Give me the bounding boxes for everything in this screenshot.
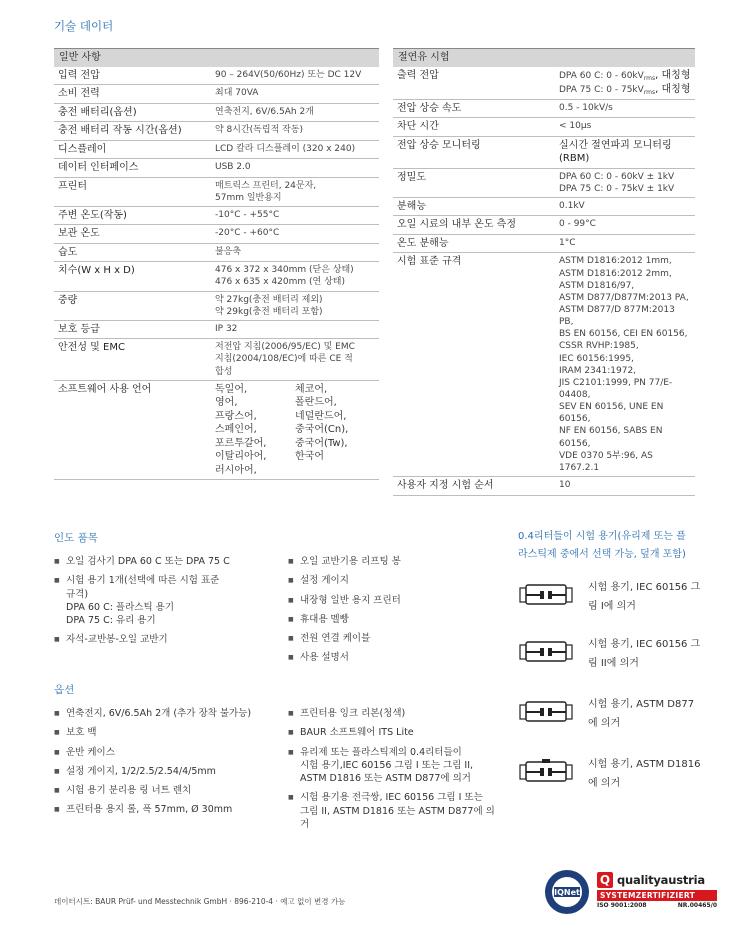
table-row [54,103,379,122]
language-item: 네덜란드어, [295,410,347,422]
language-item: 중국어(Tw), [295,437,348,449]
spec-key: 중량 [54,291,211,320]
list-item-text: 오일 검사기 DPA 60 C 또는 DPA 75 C [66,556,230,567]
spec-key: 보호 등급 [54,320,211,339]
list-item: ■ 프린터용 용지 롤, 폭 57mm, Ø 30mm [54,803,279,816]
language-item: 독일어, [215,383,248,395]
table-row [54,122,379,141]
spec-key: 디스플레이 [54,140,211,159]
table-row [393,197,695,216]
spec-key: 보관 온도 [54,225,211,244]
insulation-table-header: 절연유 시험 [393,49,695,67]
output-line-1: DPA 60 C: 0 - 60kV [559,70,644,81]
table-row [54,243,379,262]
insulation-test-table [393,48,695,496]
qa-name: qualityaustria [617,873,705,887]
table-row [393,253,695,477]
list-item: ■ 시험 용기용 전극쌍, IEC 60156 그림 I 또는 그림 II, ASTM D1816 또는 ASTM D877에 의거 [288,791,503,831]
list-item: ■ 오일 교반기용 리프팅 봉 [288,555,503,568]
list-item-text: 시험 용기 1개(선택에 따른 시험 표준 규격) [66,575,220,600]
page-title: 기술 데이터 [54,19,114,33]
spec-value: 매트릭스 프린터, 24문자, 57mm 일반용지 [211,177,379,206]
spec-key: 프린터 [54,177,211,206]
table-row [54,140,379,159]
spec-key: 오일 시료의 내부 온도 측정 [393,216,555,235]
language-item: 프랑스어, [215,410,257,422]
test-vessel-icon [518,639,574,663]
qa-certified-bar: SYSTEMZERTIFIZIERT [597,890,717,901]
list-sub-item: DPA 75 C: 유리 용기 [66,615,156,627]
spec-value: 연축전지, 6V/6.5Ah 2개 [211,103,379,122]
list-item: ■ 휴대용 멜빵 [288,613,503,626]
spec-value: 0 - 99°C [555,216,695,235]
qa-number: NR.00465/0 [677,902,717,909]
spec-key: 충전 배터리 작동 시간(옵션) [54,122,211,141]
spec-value: 저전압 지침(2006/95/EC) 및 EMC 지침(2004/108/EC)에 따른 CE 적 합성 [211,339,379,380]
language-item: 러시아어, [215,464,257,476]
spec-key: 데이터 인터페이스 [54,159,211,178]
iqnet-label: IQNet [554,888,580,897]
vessels-title: 0.4리터들이 시험 용기(유리제 또는 플 라스틱제 중에서 선택 가능, 덮개 포함) [518,531,686,560]
output-type: , 대칭형 [655,83,691,95]
table-row [54,159,379,178]
language-item: 한국어 [295,451,324,463]
table-row [393,67,695,100]
spec-value: USB 2.0 [211,159,379,178]
spec-key: 충전 배터리(옵션) [54,103,211,122]
languages-cell [211,380,379,480]
options-title: 옵션 [54,684,75,696]
spec-value: -10°C - +55°C [211,206,379,225]
list-sub-item: DPA 60 C: 플라스틱 용기 [66,601,174,613]
spec-value: 0.5 - 10kV/s [555,99,695,118]
table-row [54,339,379,380]
footer-text: 데이터시트: BAUR Prüf- und Messtechnik GmbH · 896-210-4 · 예고 없이 변경 가능 [54,897,346,906]
spec-value: 0.1kV [555,197,695,216]
table-row [54,291,379,320]
delivery-list-2 [288,555,503,671]
list-item: ■ 설정 게이지, 1/2/2.5/2.54/4/5mm [54,765,279,778]
spec-key: 정밀도 [393,168,555,197]
spec-key: 전압 상승 속도 [393,99,555,118]
general-table-header: 일반 사항 [54,49,379,67]
test-vessel-icon [518,759,574,783]
table-row [54,320,379,339]
spec-key: 시험 표준 규격 [393,253,555,477]
qa-mark-icon: Q [597,872,613,888]
list-item: ■ 유리제 또는 플라스틱제의 0.4리터들이 시험 용기,IEC 60156 그림 I 또는 그림 II, ASTM D1816 또는 ASTM D877에 의거 [288,746,503,786]
spec-value: IP 32 [211,320,379,339]
table-row [393,234,695,253]
language-item: 포르투갈어, [215,437,267,449]
list-item: ■ 운반 케이스 [54,746,279,759]
test-vessel-icon [518,582,574,606]
spec-value: 약 27kg(충전 배터리 제외) 약 29kg(충전 배터리 포함) [211,291,379,320]
list-item: ■ 내장형 일반 용지 프린터 [288,594,503,607]
language-item: 체코어, [295,383,328,395]
language-item: 중국어(Cn), [295,424,349,436]
spec-value: 불응축 [211,243,379,262]
vessel-label: 시험 용기, IEC 60156 그 림 I에 의거 [588,582,701,612]
language-item: 이탈리아어, [215,451,267,463]
list-item: ■ 전원 연결 케이블 [288,632,503,645]
spec-key: 분해능 [393,197,555,216]
table-row [393,99,695,118]
output-line-2: DPA 75 C: 0 - 75kV [559,84,644,95]
spec-value: ASTM D1816:2012 1mm, ASTM D1816:2012 2mm, ASTM D1816/97, ASTM D877/D877M:2013 PA, ASTM D877/D 877M:2013 PB, BS EN 60156, CEI EN 60156, CSSR RVHP:1985, IEC 60156:1995, IRAM 2341:1972, JIS C2101:1999, PN 77/E-04408, SEV EN 60156, UNE EN 60156, NF EN 60156, SABS EN 60156, VDE 0370 5부:96, AS 1767.2.1 [555,253,695,477]
list-item [54,574,274,627]
table-row [54,85,379,104]
table-row [393,477,695,496]
spec-key: 온도 분해능 [393,234,555,253]
delivery-list-1 [54,555,274,653]
table-row [54,262,379,291]
spec-value: 10 [555,477,695,496]
list-item: ■ 보호 백 [54,726,279,739]
iqnet-logo [543,868,591,916]
spec-key: 소프트웨어 사용 언어 [54,380,211,480]
test-vessel-item [518,755,718,795]
spec-key: 안전성 및 EMC [54,339,211,380]
table-row [393,136,695,168]
table-row [54,380,379,480]
rms-subscript: rms [643,74,656,82]
spec-value: 실시간 절연파괴 모니터링 (RBM) [555,136,695,168]
table-row [393,216,695,235]
vessel-label: 시험 용기, ASTM D877 에 의거 [588,699,695,729]
spec-value: 약 8시간(독립적 작동) [211,122,379,141]
vessel-label: 시험 용기, IEC 60156 그 림 II에 의거 [588,639,701,669]
list-item: ■ 설정 게이지 [288,574,503,587]
options-list-2 [288,707,503,837]
list-item [54,555,274,568]
delivery-title: 인도 품목 [54,532,98,544]
spec-key: 전압 상승 모니터링 [393,136,555,168]
list-item: ■ BAUR 소프트웨어 ITS Lite [288,726,503,739]
table-row [54,206,379,225]
spec-key: 출력 전압 [393,67,555,100]
spec-value: 476 x 372 x 340mm (닫은 상태) 476 x 635 x 420mm (연 상태) [211,262,379,291]
qa-iso: ISO 9001:2008 [597,902,647,909]
rms-subscript: rms [643,88,656,96]
list-item: ■ 프린터용 잉크 리본(청색) [288,707,503,720]
list-item: ■ 시험 용기 분리용 링 너트 렌치 [54,784,279,797]
spec-key: 주변 온도(작동) [54,206,211,225]
languages-grid [215,383,375,478]
spec-value: 최대 70VA [211,85,379,104]
vessel-label: 시험 용기, ASTM D1816 에 의거 [588,759,701,789]
spec-value: 1°C [555,234,695,253]
test-vessel-icon [518,699,574,723]
spec-value: LCD 칼라 디스플레이 (320 x 240) [211,140,379,159]
spec-value: -20°C - +60°C [211,225,379,244]
test-vessel-item [518,578,718,618]
output-type: , 대칭형 [655,69,691,81]
spec-key: 차단 시간 [393,118,555,137]
spec-key: 입력 전압 [54,67,211,85]
list-item: ■ 사용 설명서 [288,651,503,664]
quality-austria-logo [597,872,717,918]
spec-key: 사용자 지정 시험 순서 [393,477,555,496]
table-row [393,168,695,197]
list-item: ■ 연축전지, 6V/6.5Ah 2개 (추가 장착 불가능) [54,707,279,720]
table-row [54,225,379,244]
test-vessel-item [518,635,718,675]
general-spec-table [54,48,379,480]
spec-value: 90 – 264V(50/60Hz) 또는 DC 12V [211,67,379,85]
spec-key: 치수(W x H x D) [54,262,211,291]
language-item: 영어, [215,397,238,409]
list-item-text: 자석-교반봉-오일 교반기 [66,634,168,646]
test-vessel-item [518,695,718,735]
language-item: 스페인어, [215,424,257,436]
list-item [54,633,274,646]
table-row [54,177,379,206]
spec-value: DPA 60 C: 0 - 60kV ± 1kV DPA 75 C: 0 - 75kV ± 1kV [555,168,695,197]
spec-key: 습도 [54,243,211,262]
spec-value-output-voltage [555,67,695,100]
table-row [54,67,379,85]
spec-value: < 10µs [555,118,695,137]
language-item: 폴란드어, [295,397,337,409]
options-list-1 [54,707,279,823]
table-row [393,118,695,137]
spec-key: 소비 전력 [54,85,211,104]
